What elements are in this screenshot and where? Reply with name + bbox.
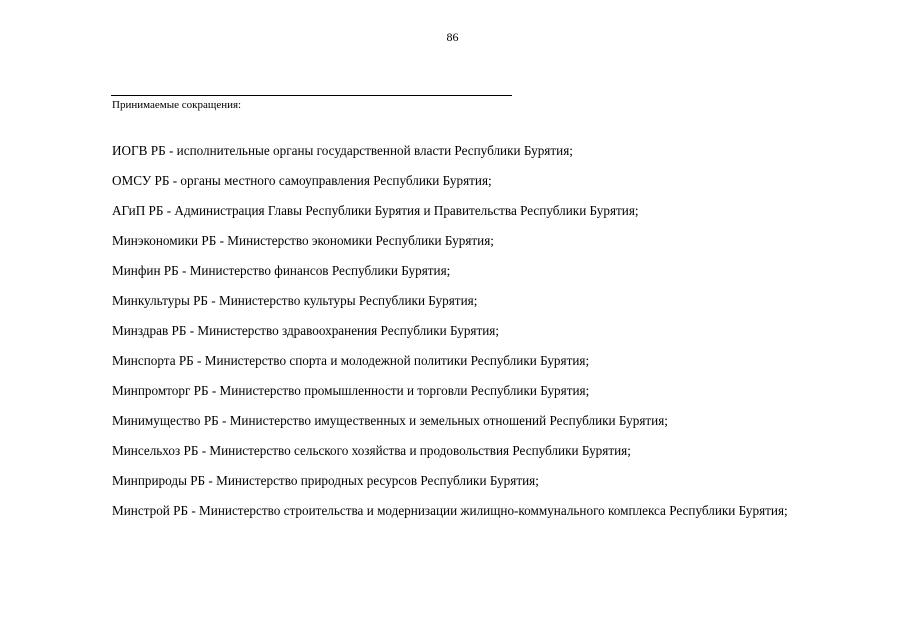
abbreviation-item: АГиП РБ - Администрация Главы Республики Бурятия и Правительства Республики Бурятия; [112,203,639,218]
abbreviation-item: ОМСУ РБ - органы местного самоуправления Республики Бурятия; [112,173,492,188]
abbreviation-item: Минспорта РБ - Министерство спорта и молодежной политики Республики Бурятия; [112,353,590,368]
abbreviation-item: Минприроды РБ - Министерство природных ресурсов Республики Бурятия; [112,473,539,488]
abbreviation-item: Минкультуры РБ - Министерство культуры Республики Бурятия; [112,293,478,308]
page-number: 86 [446,30,459,44]
abbreviation-item: Минстрой РБ - Министерство строительства и модернизации жилищно-коммунального комплекса Республики Бурятия; [112,503,788,518]
footnote-rule [111,95,512,96]
abbreviation-item: Минфин РБ - Министерство финансов Республики Бурятия; [112,263,451,278]
abbreviation-item: ИОГВ РБ - исполнительные органы государственной власти Республики Бурятия; [112,143,573,158]
abbreviation-item: Минпромторг РБ - Министерство промышленности и торговли Республики Бурятия; [112,383,590,398]
abbreviation-item: Минимущество РБ - Министерство имущественных и земельных отношений Республики Бурятия; [112,413,668,428]
footnote-heading: Принимаемые сокращения: [112,99,242,111]
abbreviation-item: Минэкономики РБ - Министерство экономики Республики Бурятия; [112,233,494,248]
abbreviation-item: Минздрав РБ - Министерство здравоохранения Республики Бурятия; [112,323,500,338]
abbreviation-list [112,143,852,533]
abbreviation-item: Минсельхоз РБ - Министерство сельского хозяйства и продовольствия Республики Бурятия; [112,443,631,458]
